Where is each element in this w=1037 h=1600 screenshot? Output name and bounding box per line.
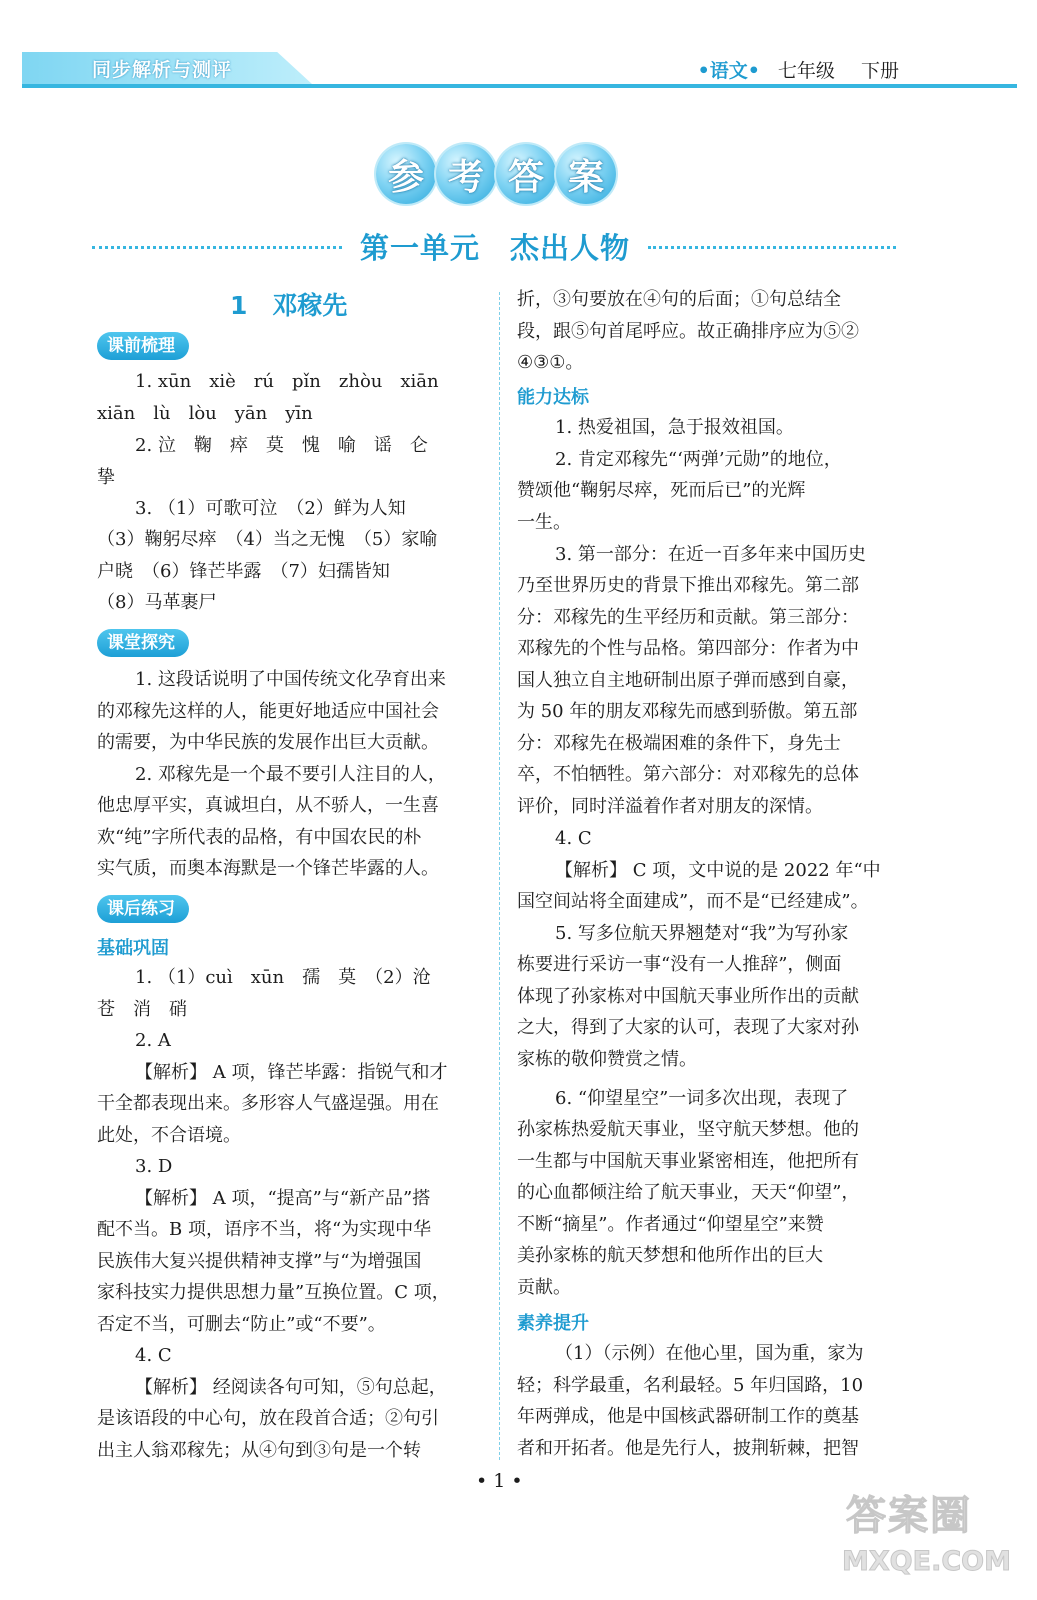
column-divider <box>499 292 500 1460</box>
text-line: 3. （1）可歌可泣 （2）鲜为人知 <box>135 498 406 519</box>
text-line: xiān lù lòu yān yīn <box>97 403 313 424</box>
text-line: 1. （1）cuì xūn 孺 莫 （2）沧 <box>135 967 431 988</box>
text-line: 2. 泣 鞠 瘁 莫 愧 喻 谣 仑 <box>135 435 428 456</box>
text-line: 5. 写多位航天界翘楚对“我”为写孙家 <box>555 923 849 944</box>
text-line: 一生都与中国航天事业紧密相连，他把所有 <box>517 1151 859 1172</box>
text-line: 4. C <box>555 828 592 849</box>
text-line: 轻；科学最重，名利最轻。5 年归国路，10 <box>517 1375 864 1396</box>
text-line: （8）马革裹尸 <box>97 592 217 613</box>
text-line: 1. xūn xiè rú pǐn zhòu xiān <box>135 371 439 392</box>
text-line: （1）（示例）在他心里，国为重，家为 <box>555 1343 864 1364</box>
text-line: 之大，得到了大家的认可，表现了大家对孙 <box>517 1017 859 1038</box>
header-rule <box>22 84 1017 88</box>
text-line: 贡献。 <box>517 1277 571 1298</box>
text-line: 实气质，而奥本海默是一个锋芒毕露的人。 <box>97 858 439 879</box>
text-line: 孙家栋热爱航天事业，坚守航天梦想。他的 <box>517 1119 859 1140</box>
text-line: 配不当。B 项，语序不当，将“为实现中华 <box>97 1219 432 1240</box>
dotted-rule-left <box>92 246 342 249</box>
page-header <box>22 52 1017 90</box>
header-subject-info <box>698 56 899 83</box>
text-line: 否定不当，可删去“防止”或“不要”。 <box>97 1314 386 1335</box>
text-line: 卒，不怕牺牲。第六部分：对邓稼先的总体 <box>517 764 859 785</box>
text-line: 国空间站将全面建成”，而不是“已经建成”。 <box>517 891 869 912</box>
book-series-title: 同步解析与测评 <box>92 59 233 81</box>
answer-key-title <box>376 144 616 206</box>
text-line: 乃至世界历史的背景下推出邓稼先。第二部 <box>517 575 859 596</box>
watermark-domain: MXQE.COM <box>842 1546 1011 1577</box>
text-line: 年两弹成，他是中国核武器研制工作的奠基 <box>517 1406 859 1427</box>
text-line: 邓稼先的个性与品格。第四部分：作者为中 <box>517 638 859 659</box>
text-line: 苍 消 硝 <box>97 999 187 1020</box>
text-line: 国人独立自主地研制出原子弹而感到自豪， <box>517 670 859 691</box>
subsection-basic: 基础巩固 <box>97 938 169 959</box>
text-line: ④③①。 <box>517 352 584 373</box>
section-tag-homework: 课后练习 <box>97 895 189 923</box>
text-line: 段，跟⑤句首尾呼应。故正确排序应为⑤② <box>517 321 859 342</box>
watermark-logo-text: 答案圈 <box>846 1493 972 1539</box>
text-line: 民族伟大复兴提供精神支撑”与“为增强国 <box>97 1251 422 1272</box>
title-char-1: 参 <box>376 144 436 204</box>
section-tag-preview: 课前梳理 <box>97 332 189 360</box>
unit-title: 第一单元 杰出人物 <box>359 231 630 265</box>
text-line: 的邓稼先这样的人，能更好地适应中国社会 <box>97 701 439 722</box>
text-line: 干全都表现出来。多形容人气盛逞强。用在 <box>97 1093 439 1114</box>
unit-heading <box>92 226 896 266</box>
text-line: （3）鞠躬尽瘁 （4）当之无愧 （5）家喻 <box>97 529 438 550</box>
text-line: 2. 肯定邓稼先“‘两弹’元勋”的地位， <box>555 449 842 470</box>
title-char-3: 答 <box>496 144 556 204</box>
text-line: 4. C <box>135 1345 172 1366</box>
text-line: 出主人翁邓稼先；从④句到③句是一个转 <box>97 1440 421 1461</box>
text-line: 【解析】 经阅读各句可知，⑤句总起， <box>135 1377 447 1398</box>
text-line: 分：邓稼先在极端困难的条件下，身先士 <box>517 733 841 754</box>
subsection-literacy: 素养提升 <box>517 1313 589 1334</box>
text-line: 赞颂他“鞠躬尽瘁，死而后已”的光辉 <box>517 480 806 501</box>
text-line: 栋要进行采访一事“没有一人推辞”，侧面 <box>517 954 842 975</box>
text-line: 一生。 <box>517 512 571 533</box>
text-line: 户晓 （6）锋芒毕露 （7）妇孺皆知 <box>97 561 390 582</box>
text-line: 挚 <box>97 467 115 488</box>
text-line: 的需要，为中华民族的发展作出巨大贡献。 <box>97 732 439 753</box>
volume-label: 下册 <box>860 60 899 82</box>
text-line: 分：邓稼先的生平经历和贡献。第三部分： <box>517 607 859 628</box>
text-line: 【解析】 A 项，“提高”与“新产品”搭 <box>135 1188 431 1209</box>
text-line: 的心血都倾注给了航天事业，天天“仰望”， <box>517 1182 860 1203</box>
text-line: 不断“摘星”。作者通过“仰望星空”来赞 <box>517 1214 824 1235</box>
text-line: 美孙家栋的航天梦想和他所作出的巨大 <box>517 1245 823 1266</box>
grade-label: 七年级 <box>777 60 835 82</box>
text-line: 【解析】 C 项，文中说的是 2022 年“中 <box>555 860 881 881</box>
page-number: • 1 • <box>476 1470 523 1492</box>
subsection-ability: 能力达标 <box>517 387 589 408</box>
lesson-title: 1 邓稼先 <box>230 291 348 320</box>
subject-label: •语文• <box>697 60 760 82</box>
text-line: 是该语段的中心句，放在段首合适；②句引 <box>97 1408 439 1429</box>
text-line: 【解析】 A 项，锋芒毕露：指锐气和才 <box>135 1062 448 1083</box>
text-line: 折，③句要放在④句的后面；①句总结全 <box>517 289 841 310</box>
text-line: 1. 这段话说明了中国传统文化孕育出来 <box>135 669 446 690</box>
text-line: 3. D <box>135 1156 173 1177</box>
text-line: 2. A <box>135 1030 171 1051</box>
title-char-2: 考 <box>436 144 496 204</box>
dotted-rule-right <box>648 246 896 249</box>
watermark <box>842 1484 1011 1594</box>
text-line: 体现了孙家栋对中国航天事业所作出的贡献 <box>517 986 859 1007</box>
text-line: 家栋的敬仰赞赏之情。 <box>517 1049 697 1070</box>
text-line: 6. “仰望星空”一词多次出现，表现了 <box>555 1088 849 1109</box>
text-line: 家科技实力提供思想力量”互换位置。C 项， <box>97 1282 450 1303</box>
text-line: 3. 第一部分：在近一百多年来中国历史 <box>555 544 866 565</box>
text-line: 为 50 年的朋友邓稼先而感到骄傲。第五部 <box>517 701 858 722</box>
text-line: 此处，不合语境。 <box>97 1125 241 1146</box>
section-tag-classroom: 课堂探究 <box>97 629 189 657</box>
text-line: 评价，同时洋溢着作者对朋友的深情。 <box>517 796 823 817</box>
text-line: 他忠厚平实，真诚坦白，从不骄人，一生喜 <box>97 795 439 816</box>
text-line: 欢“纯”字所代表的品格，有中国农民的朴 <box>97 827 422 848</box>
text-line: 者和开拓者。他是先行人，披荆斩棘，把智 <box>517 1438 859 1459</box>
text-line: 1. 热爱祖国，急于报效祖国。 <box>555 417 794 438</box>
title-char-4: 案 <box>556 144 616 204</box>
text-line: 2. 邓稼先是一个最不要引人注目的人， <box>135 764 446 785</box>
